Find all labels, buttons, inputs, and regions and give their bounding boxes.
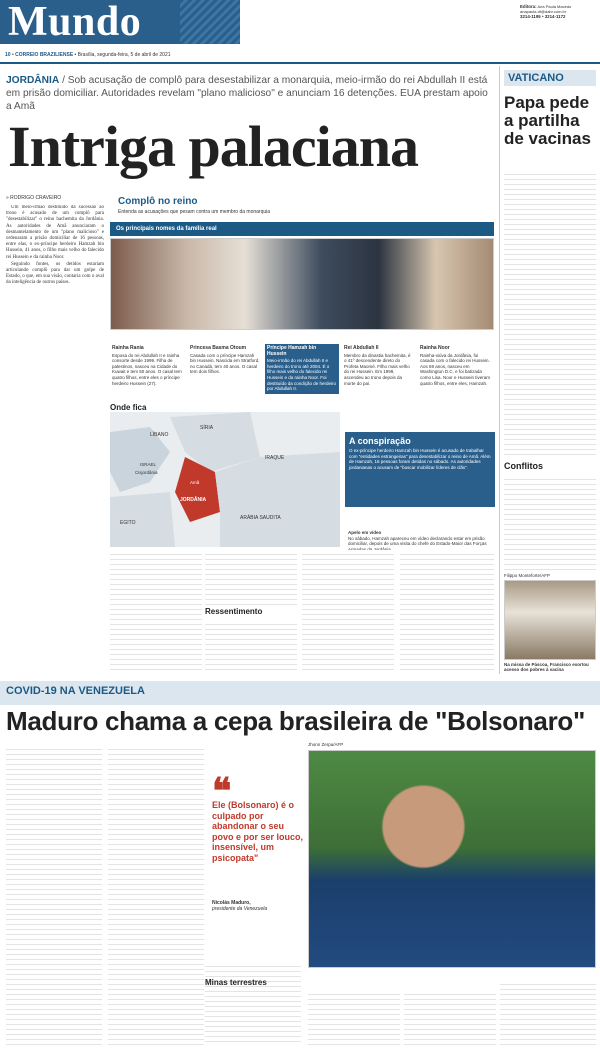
kicker-text: / Sob acusação de complô para desestabilizar a monarquia, meio-irmão do rei Abdullah II está em prisão domiciliar. Autoridades revelam "plano malicioso" e anunciam 16 detenções. EUA prestam apoio a Amã	[6, 75, 488, 112]
subhead-conflitos: Conflitos	[504, 461, 543, 471]
covid-column-1	[6, 745, 102, 1045]
kicker-tag: JORDÂNIA	[6, 75, 60, 86]
photo-credit: Filippo Monteforte/AFP	[504, 573, 551, 578]
quote-icon: ❝	[212, 771, 232, 811]
person-name: Príncipe Hamzah bin Hussein	[267, 345, 317, 357]
folio: 10 • CORREIO BRAZILIENSE • Brasília, segunda-feira, 5 de abril de 2021	[5, 52, 171, 58]
covid-tag: COVID-19 NA VENEZUELA	[6, 685, 145, 697]
paper-name: CORREIO BRAZILIENSE	[15, 52, 74, 58]
map-label-egito: EGITO	[120, 520, 136, 526]
editor-name: Ana Paula Macedo	[537, 4, 572, 9]
graphic-bar: Os principais nomes da família real	[110, 222, 494, 236]
article-column-3b	[205, 620, 297, 670]
editor-box	[520, 4, 598, 20]
header-rule	[0, 62, 600, 64]
quote-author: Nicolás Maduro,	[212, 900, 251, 906]
video-text: No sábado, Hamzah apareceu em vídeo declarando estar em prisão domiciliar, depois de uma visita do chefe do Estado-Maior das Forças	[348, 535, 487, 547]
vatican-tag: VATICANO	[504, 70, 596, 86]
conspiracy-text: O ex-príncipe herdeiro Hamzah bin Hussein é acusado de trabalhar com "entidades estrangeiras" para desestabilizar o reino de Amã. Além de Hamzah, 16 pessoas foram detidas no sábado. As autoridades jordanianas o acusam de "buscar mobilizar líderes de clãs".	[349, 448, 491, 470]
paragraph: Um meio-irmão destituído da sucessão ao trono é acusado de um complô para "desestabilizar" o reino hachemita da Jordânia. As autoridades de Amã anunciaram o desmantelamento de um "plano malicioso" e ordenaram a prisão domiciliar de 16 pessoas, entre elas, o ex-príncipe herdeiro Hamzah bin Hussein, 41 anos, o filho mais velho do falecido rei Hussein e da rainha Noor.	[6, 205, 104, 260]
photo-credit: Jhonn Zerpa/AFP	[308, 742, 344, 747]
person-name: Rei Abdullah II	[344, 345, 379, 351]
royal-family-photo	[110, 238, 494, 330]
subhead-resentimento: Ressentimento	[205, 607, 263, 616]
map-label-iraque: IRAQUE	[265, 455, 285, 461]
person-text: Membro da dinastia hachemita, é o 41º descendente direto do Profeta Maomé. Filho mais velho do rei Hussein. Em 1999, ascendeu ao trono depois da morte do pai.	[344, 352, 411, 386]
pull-quote: Ele (Bolsonaro) é o culpado por abandonar o seu povo e por ser louco, insensível, um psicopata"	[212, 800, 304, 863]
quote-attribution	[212, 900, 267, 912]
person-text: Meio-irmão do rei Abdullah II e herdeiro do trono até 2004. É o filho mais velho do falecido rei Hussein e da rainha Noor. Foi destituído da condição de herdeiro por Abdullah II.	[267, 358, 337, 392]
article-column-4	[302, 550, 394, 670]
editor-email[interactable]: anapaula.df@dabr.com.br	[520, 9, 567, 15]
covid-column-6	[500, 980, 596, 1045]
map-label-jordania: JORDÂNIA	[180, 497, 207, 503]
person-name: Rainha Rania	[112, 345, 144, 351]
map-label-arabia: ARÁBIA SAUDITA	[240, 515, 281, 521]
banner-pattern	[180, 0, 240, 44]
person-text: Casada com o príncipe Hamzah bin Hussein. Nascida em Stratford, no Canadá, tem 40 anos. O casal tem dois filhos.	[190, 352, 260, 375]
covid-column-5	[404, 990, 496, 1045]
person-hamzah	[265, 344, 339, 394]
graphic-subtitle: Entenda as acusações que pesam contra um membro da monarquia	[118, 209, 271, 215]
map-label-libano: LÍBANO	[150, 432, 169, 438]
person-abdullah	[344, 346, 414, 386]
covid-headline: Maduro chama a cepa brasileira de "Bolsonaro"	[6, 706, 586, 736]
vatican-headline: Papa pede a partilha de vacinas	[504, 93, 591, 148]
map-label-siria: SÍRIA	[200, 425, 214, 431]
person-basma	[190, 346, 260, 375]
column-divider	[499, 66, 500, 674]
conspiracy-box	[345, 432, 495, 507]
covid-column-2	[108, 745, 204, 1045]
dateline: • Brasília, segunda-feira, 5 de abril de 2021	[74, 52, 171, 58]
editor-phones: 3214-1195 • 3214-1172	[520, 14, 566, 20]
covid-column-4	[308, 990, 400, 1045]
maduro-photo	[308, 750, 596, 968]
subhead-minas: Minas terrestres	[205, 978, 267, 987]
person-text: Rainha-viúva da Jordânia, foi casada com o falecido rei Hussein. Aos 69 anos, nasceu em Washington D.C. e foi batizada como Lisa. Noor e Hussein tiveram quatro filhos, entre eles, Hamzah.	[420, 352, 491, 386]
pope-photo	[504, 580, 596, 660]
section-title: Mundo	[8, 0, 142, 45]
covid-column-3	[205, 962, 301, 1042]
main-headline: Intriga palaciana	[8, 114, 418, 179]
map-label-cisjordania: Cisjordânia	[135, 470, 158, 475]
paragraph: Seguindo fontes, os detidos estariam articulando complô para dar um golpe de Estado, o que, em sua visão, contaria com o aval da inteligência de outros países.	[6, 261, 104, 286]
vatican-text	[504, 170, 596, 455]
photo-caption: Na missa de Páscoa, Francisco exortou acesso dos pobres à vacina	[504, 662, 589, 672]
article-column-1	[6, 205, 104, 675]
article-column-5	[400, 550, 494, 670]
person-name: Rainha Noor	[420, 345, 450, 351]
map-label-ama: Amã	[190, 480, 200, 485]
story-kicker	[6, 74, 494, 113]
vatican-text-2	[504, 475, 596, 570]
article-column-2	[110, 550, 202, 670]
person-noor	[420, 346, 494, 386]
person-text: Esposa do rei Abdullah II e rainha consorte desde 1999. Filha de palestinos, nasceu na Cidade do Kuwait e tem 50 anos. O casal tem quatro filhos, entre eles o príncipe herdeiro Hussein (27).	[112, 352, 182, 386]
conspiracy-title: A conspiração	[349, 436, 411, 446]
quote-role: presidente da Venezuela	[212, 906, 268, 912]
map-title: Onde fica	[110, 403, 147, 412]
article-column-3a	[205, 550, 297, 605]
byline: » RODRIGO CRAVEIRO	[6, 195, 62, 201]
page-number: 10	[5, 52, 11, 58]
person-name: Princesa Basma Otoum	[190, 345, 247, 351]
map-label-israel: ISRAEL	[140, 462, 157, 467]
person-rania	[112, 346, 182, 386]
editor-label: Editora:	[520, 4, 537, 9]
video-title: Apelo em vídeo	[348, 530, 382, 535]
graphic-title: Complô no reino	[118, 196, 198, 207]
middle-east-map	[110, 412, 340, 547]
